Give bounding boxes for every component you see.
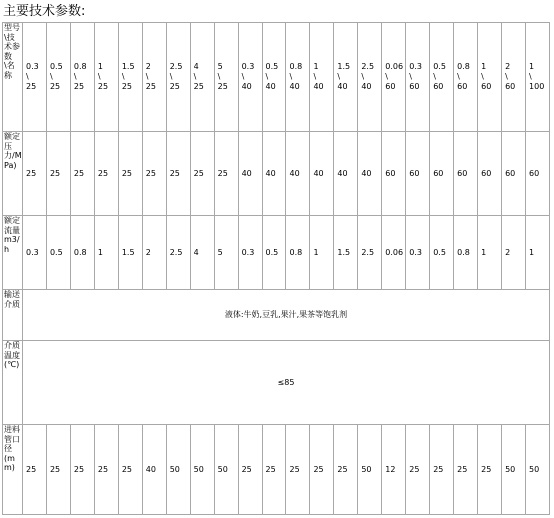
table-cell: 2.5 bbox=[166, 216, 190, 290]
table-cell bbox=[238, 23, 262, 132]
table-cell: 5 bbox=[214, 216, 238, 290]
table-row bbox=[3, 23, 550, 132]
row-label: 额定压力/MPa) bbox=[3, 132, 23, 216]
table-cell: 25 bbox=[118, 425, 142, 515]
stacked-text: 4 \ 2​5 bbox=[193, 62, 204, 91]
table-cell: 25 bbox=[310, 425, 334, 515]
table-cell: 1 bbox=[478, 216, 502, 290]
stacked-text: 5 \ 2​5 bbox=[217, 62, 228, 91]
table-cell bbox=[478, 23, 502, 132]
stacked-text: 0​.​5 \ 2​5 bbox=[49, 62, 63, 91]
table-cell: 60 bbox=[430, 132, 454, 216]
table-cell: 25 bbox=[118, 132, 142, 216]
table-cell: 60 bbox=[478, 132, 502, 216]
stacked-text: 2​.​5 \ 4​0 bbox=[361, 62, 375, 91]
table-cell: 0.5 bbox=[262, 216, 286, 290]
table-cell: 50 bbox=[190, 425, 214, 515]
table-cell: 25 bbox=[238, 425, 262, 515]
table-cell bbox=[502, 23, 526, 132]
stacked-text: 0​.​8 \ 4​0 bbox=[289, 62, 303, 91]
stacked-text: 0​.​3 \ 2​5 bbox=[26, 62, 39, 91]
stacked-text: 1 \ 6​0 bbox=[481, 62, 492, 91]
table-cell: 25 bbox=[70, 132, 94, 216]
table-cell: 60 bbox=[382, 132, 406, 216]
table-cell: 0.8 bbox=[70, 216, 94, 290]
table-cell: 40 bbox=[142, 425, 166, 515]
table-cell: 0.5 bbox=[46, 216, 70, 290]
table-cell: 25 bbox=[262, 425, 286, 515]
table-cell bbox=[382, 216, 406, 290]
stacked-text: 0​.​8 \ 6​0 bbox=[457, 62, 470, 91]
table-cell: 50 bbox=[526, 425, 550, 515]
table-cell: 25 bbox=[478, 425, 502, 515]
table-cell: 40 bbox=[334, 132, 358, 216]
table-cell: 25 bbox=[23, 132, 47, 216]
table-cell: 60 bbox=[526, 132, 550, 216]
row-label: 型号\技术参数\名称 bbox=[3, 23, 23, 132]
table-cell: 0.3 bbox=[23, 216, 47, 290]
row-label: 输送介质 bbox=[3, 290, 23, 341]
table-cell: 25 bbox=[454, 425, 478, 515]
stacked-text: 0​.​0​6 \ 6​0 bbox=[385, 62, 404, 91]
stacked-text: 0​.​5 \ 6​0 bbox=[433, 62, 446, 91]
table-cell: 25 bbox=[286, 425, 310, 515]
stacked-text: 0​.​3 \ 6​0 bbox=[409, 62, 422, 91]
row-label: 介质温度(℃) bbox=[3, 341, 23, 425]
table-cell: 0.3 bbox=[238, 216, 262, 290]
table-row bbox=[3, 216, 550, 290]
table-cell: 40 bbox=[238, 132, 262, 216]
table-cell bbox=[334, 23, 358, 132]
table-cell: 25 bbox=[430, 425, 454, 515]
table-cell: 25 bbox=[334, 425, 358, 515]
table-cell: 2 bbox=[502, 216, 526, 290]
table-cell: 40 bbox=[262, 132, 286, 216]
table-cell: 50 bbox=[214, 425, 238, 515]
stacked-text: 1​.​5 \ 4​0 bbox=[337, 62, 351, 91]
table-cell bbox=[526, 23, 550, 132]
table-cell: 1 bbox=[310, 216, 334, 290]
table-cell bbox=[358, 23, 382, 132]
table-cell: 1 bbox=[94, 216, 118, 290]
stacked-text: 0​.​8 \ 2​5 bbox=[73, 62, 87, 91]
stacked-text: 2 \ 6​0 bbox=[505, 62, 516, 91]
table-cell: 25 bbox=[94, 132, 118, 216]
table-cell bbox=[430, 23, 454, 132]
stacked-text: 1 \ 2​5 bbox=[97, 62, 109, 91]
table-cell: 1.5 bbox=[334, 216, 358, 290]
table-cell: 12 bbox=[382, 425, 406, 515]
table-cell: 50 bbox=[358, 425, 382, 515]
table-cell: 0.8 bbox=[286, 216, 310, 290]
table-cell: 25 bbox=[94, 425, 118, 515]
stacked-text: 0​.​3 \ 4​0 bbox=[241, 62, 255, 91]
stacked-text: 1​.​5 \ 2​5 bbox=[121, 62, 135, 91]
table-cell: 60 bbox=[406, 132, 430, 216]
table-cell bbox=[142, 23, 166, 132]
table-cell bbox=[406, 23, 430, 132]
table-cell bbox=[454, 23, 478, 132]
table-cell: 0.8 bbox=[454, 216, 478, 290]
table-cell: 40 bbox=[310, 132, 334, 216]
table-cell: 25 bbox=[46, 132, 70, 216]
spec-table bbox=[2, 22, 550, 515]
table-cell bbox=[94, 23, 118, 132]
merged-cell: 液体:牛奶,豆乳,果汁,果茶等饱乳剂 bbox=[23, 290, 550, 341]
table-cell: 25 bbox=[406, 425, 430, 515]
table-row bbox=[3, 290, 550, 341]
table-cell bbox=[310, 23, 334, 132]
table-cell bbox=[70, 23, 94, 132]
table-cell: 1 bbox=[526, 216, 550, 290]
table-cell bbox=[23, 23, 47, 132]
table-cell: 40 bbox=[286, 132, 310, 216]
stacked-text: 0​.​0​6 bbox=[385, 247, 404, 257]
table-cell: 0.5 bbox=[430, 216, 454, 290]
table-row bbox=[3, 425, 550, 515]
table-cell bbox=[382, 23, 406, 132]
table-row bbox=[3, 132, 550, 216]
page-title: 主要技术参数: bbox=[3, 4, 86, 19]
table-cell: 50 bbox=[502, 425, 526, 515]
table-cell bbox=[262, 23, 286, 132]
row-label: 进料管口径(mm) bbox=[3, 425, 23, 515]
row-label: 额定流量m3/h bbox=[3, 216, 23, 290]
table-cell bbox=[118, 23, 142, 132]
table-cell bbox=[190, 23, 214, 132]
table-cell: 0.3 bbox=[406, 216, 430, 290]
merged-cell: ≤85 bbox=[23, 341, 550, 425]
table-cell bbox=[166, 23, 190, 132]
table-row bbox=[3, 341, 550, 425]
table-cell: 25 bbox=[142, 132, 166, 216]
table-cell: 2 bbox=[142, 216, 166, 290]
stacked-text: 2 \ 2​5 bbox=[145, 62, 156, 91]
table-cell: 4 bbox=[190, 216, 214, 290]
table-cell bbox=[46, 23, 70, 132]
table-cell: 50 bbox=[166, 425, 190, 515]
table-cell: 25 bbox=[70, 425, 94, 515]
table-cell: 2.5 bbox=[358, 216, 382, 290]
table-cell bbox=[286, 23, 310, 132]
table-cell: 25 bbox=[166, 132, 190, 216]
table-cell: 1.5 bbox=[118, 216, 142, 290]
table-cell: 25 bbox=[46, 425, 70, 515]
stacked-text: 1 \ 4​0 bbox=[313, 62, 324, 91]
table-cell: 60 bbox=[502, 132, 526, 216]
table-cell: 25 bbox=[214, 132, 238, 216]
table-cell: 25 bbox=[23, 425, 47, 515]
table-cell: 60 bbox=[454, 132, 478, 216]
table-cell: 40 bbox=[358, 132, 382, 216]
stacked-text: 2​.​5 \ 2​5 bbox=[169, 62, 183, 91]
table-cell bbox=[214, 23, 238, 132]
stacked-text: 0​.​5 \ 4​0 bbox=[265, 62, 279, 91]
table-cell: 25 bbox=[190, 132, 214, 216]
stacked-text: 1 \ 1​0​0 bbox=[529, 62, 545, 91]
